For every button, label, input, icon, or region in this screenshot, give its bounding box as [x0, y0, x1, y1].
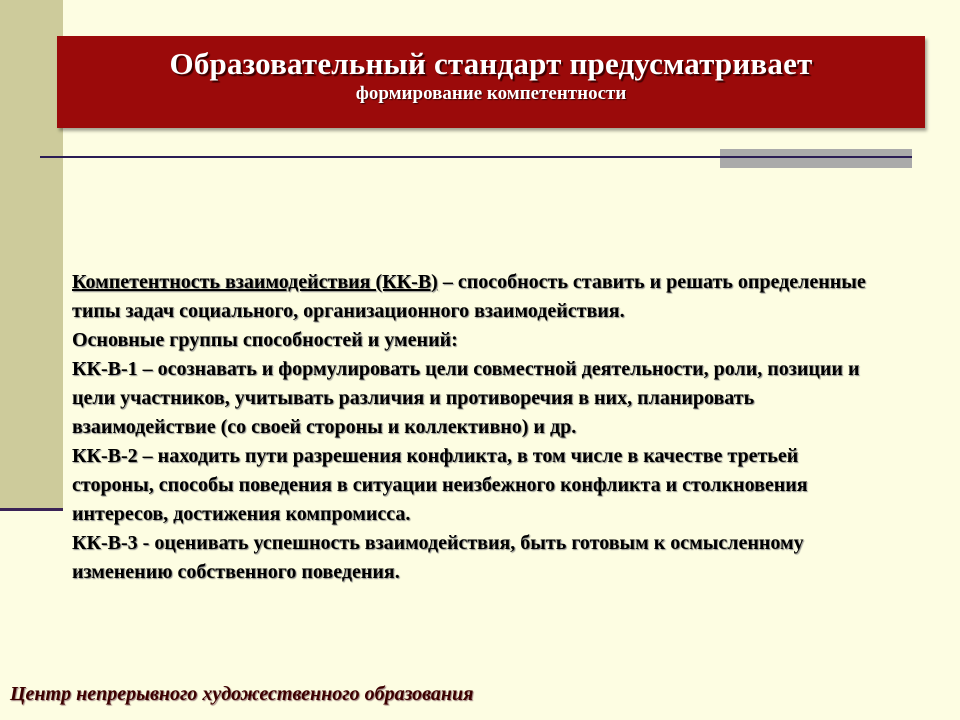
slide-title: Образовательный стандарт предусматривает: [169, 46, 813, 81]
definition-text: – способность ставить и решать определенные типы задач социального, организационного взаимодействия.: [72, 271, 866, 322]
divider-accent-bar: [720, 149, 912, 168]
title-banner: [57, 36, 925, 128]
footer-caption: Центр непрерывного художественного образования: [10, 683, 474, 705]
left-strip-underline: [0, 508, 63, 511]
left-decorative-strip: [0, 0, 63, 510]
slide-subtitle: формирование компетентности: [355, 83, 627, 104]
competence-item-kkv2: КК-В-2 – находить пути разрешения конфликта, в том числе в качестве третьей стороны, способы поведения в ситуации неизбежного конфликта и столкновения интересов, достижения компромисса.: [72, 445, 808, 525]
term-label: Компетентность взаимодействия (КК-В): [72, 271, 438, 293]
competence-item-kkv3: КК-В-3 - оценивать успешность взаимодействия, быть готовым к осмысленному изменению собственного поведения.: [72, 532, 804, 583]
competence-item-kkv1: КК-В-1 – осознавать и формулировать цели совместной деятельности, роли, позиции и цели участников, учитывать различия и противоречия в них, планировать взаимодействие (со своей стороны и коллективно) и др.: [72, 358, 860, 438]
definition-paragraph: [72, 268, 872, 326]
groups-heading: Основные группы способностей и умений:: [72, 329, 458, 351]
slide-body: [72, 268, 872, 587]
